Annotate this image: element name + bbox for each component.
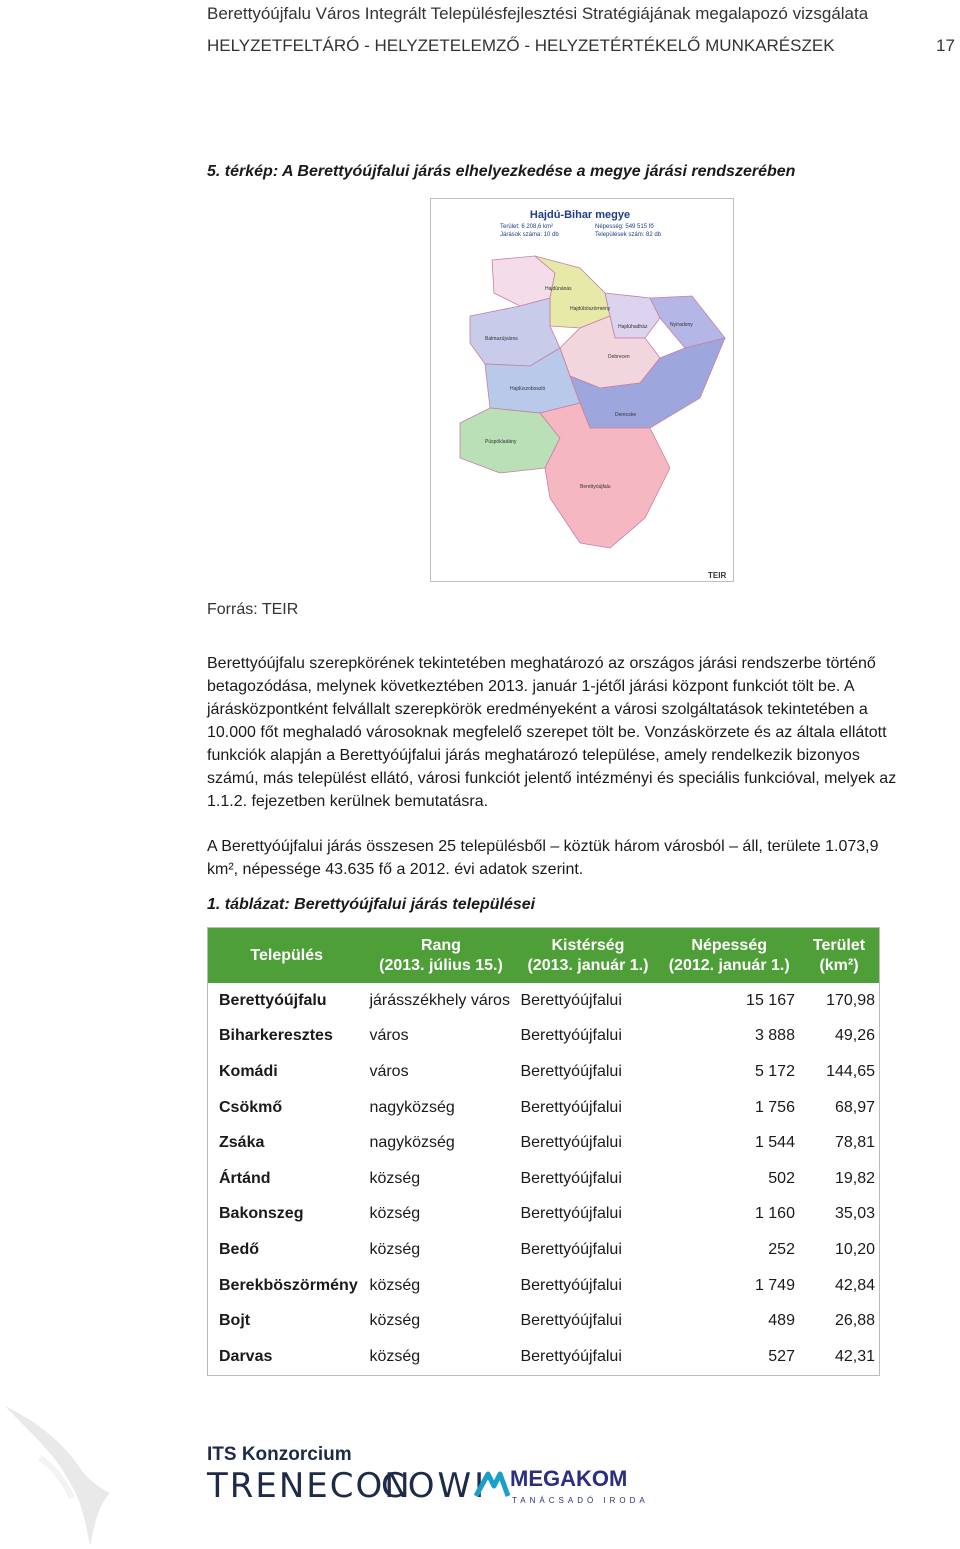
svg-text:Debrecen: Debrecen (608, 354, 630, 360)
cell-subregion: Berettyóújfalui (520, 1276, 622, 1294)
cell-area: 144,65 (826, 1062, 875, 1080)
svg-text:Püspökladány: Püspökladány (485, 439, 517, 445)
map-stat-area: Terület: 6 208,6 km² (500, 224, 554, 230)
paragraph-line: betagozódása, melynek következtében 2013. január 1-jétől járási központ funkciót tölt be. A (207, 678, 855, 695)
paragraph-district-summary (207, 835, 955, 881)
cell-subregion: Berettyóújfalui (520, 1027, 622, 1045)
cell-rank: nagyközség (369, 1098, 455, 1116)
cell-settlement: Berettyóújfalu (219, 991, 327, 1009)
cell-settlement: Biharkeresztes (219, 1027, 333, 1045)
table-row (208, 1090, 880, 1126)
cell-rank: járásszékhely város (369, 991, 510, 1009)
cell-population: 502 (768, 1169, 795, 1187)
cell-settlement: Berekböszörmény (219, 1276, 358, 1294)
cell-rank: község (369, 1276, 421, 1294)
cell-settlement: Bojt (219, 1312, 251, 1330)
cell-population: 5 172 (754, 1062, 795, 1080)
district-map (430, 198, 734, 582)
paragraph-line: km², népessége 43.635 fő a 2012. évi adatok szerint. (207, 861, 584, 878)
cell-population: 527 (768, 1347, 795, 1365)
table-row (208, 983, 880, 1019)
megakom-logo-icon (472, 1466, 512, 1502)
cell-rank: község (369, 1347, 421, 1365)
table-row (208, 1303, 880, 1339)
table-row (208, 1339, 880, 1375)
cell-subregion: Berettyóújfalui (520, 1347, 622, 1365)
cell-population: 3 888 (754, 1027, 795, 1045)
cell-settlement: Bakonszeg (219, 1205, 304, 1223)
cell-rank: község (369, 1205, 421, 1223)
svg-text:Hajdúböszörmény: Hajdúböszörmény (570, 306, 611, 312)
paragraph-line: 1.1.2. fejezetben kerülnek bemutatásra. (207, 793, 489, 810)
svg-text:Hajdúnánás: Hajdúnánás (545, 286, 572, 292)
cell-settlement: Ártánd (219, 1169, 271, 1187)
table-row (208, 1232, 880, 1268)
cell-area: 42,84 (834, 1276, 875, 1294)
cell-rank: város (369, 1027, 409, 1045)
cell-area: 78,81 (834, 1134, 875, 1152)
cell-area: 68,97 (834, 1098, 875, 1116)
header-population: Népesség (2012. január 1.) (659, 928, 799, 984)
document-header-subtitle: HELYZETFELTÁRÓ - HELYZETELEMZŐ - HELYZETÉRTÉKELŐ MUNKARÉSZEK (207, 36, 835, 55)
megakom-subtitle: TANÁCSADÓ IRODA (512, 1496, 649, 1505)
table-row (208, 1019, 880, 1055)
paragraph-line: Berettyóújfalu szerepkörének tekintetében meghatározó az országos járási rendszerbe történő (207, 655, 876, 672)
cell-area: 10,20 (834, 1240, 875, 1258)
cell-subregion: Berettyóújfalui (520, 1312, 622, 1330)
svg-text:TEIR: TEIR (708, 571, 727, 580)
paragraph-line: járásközpontként felvállalt szerepkörök eredményeként a városi szolgáltatások tekintetében a (207, 701, 868, 718)
svg-text:Balmazújváros: Balmazújváros (485, 336, 518, 342)
cell-population: 1 160 (754, 1205, 795, 1223)
cell-subregion: Berettyóújfalui (520, 1205, 622, 1223)
trenecon-logo: TRENECON (207, 1466, 412, 1506)
map-stat-settlements: Települések szám: 82 db (595, 232, 662, 238)
cell-settlement: Csökmő (219, 1098, 283, 1116)
table-row (208, 1125, 880, 1161)
page-number: 17 (936, 36, 955, 55)
paragraph-line: funkciók alapján a Berettyóújfalui járás meghatározó települése, amely rendelkezik bizonyos (207, 747, 860, 764)
cell-subregion: Berettyóújfalui (520, 1098, 622, 1116)
map-stat-districts: Járások száma: 10 db (500, 232, 559, 238)
consortium-name: ITS Konzorcium (207, 1444, 352, 1465)
cell-settlement: Komádi (219, 1062, 278, 1080)
cell-subregion: Berettyóújfalui (520, 991, 622, 1009)
cell-settlement: Darvas (219, 1347, 273, 1365)
bird-watermark-icon (0, 1398, 130, 1548)
cell-rank: község (369, 1169, 421, 1187)
svg-text:Hajdúhadház: Hajdúhadház (618, 324, 648, 330)
settlements-table (207, 927, 880, 1376)
cell-subregion: Berettyóújfalui (520, 1240, 622, 1258)
cell-rank: város (369, 1062, 409, 1080)
cell-population: 1 756 (754, 1098, 795, 1116)
cell-rank: község (369, 1240, 421, 1258)
map-source: Forrás: TEIR (207, 601, 299, 618)
paragraph-line: A Berettyóújfalui járás összesen 25 településből – köztük három városból – áll, területe 1.073,9 (207, 838, 879, 855)
cell-population: 15 167 (746, 991, 795, 1009)
cell-subregion: Berettyóújfalui (520, 1169, 622, 1187)
paragraph-line: számú, más települést ellátó, városi funkciót jelentő intézményi és speciális funkcióval, melyek az (207, 770, 897, 787)
header-rank: Rang (2013. július 15.) (365, 928, 516, 984)
map-stat-population: Népesség: 549 515 fő (595, 224, 654, 230)
cell-area: 19,82 (834, 1169, 875, 1187)
table-row (208, 1161, 880, 1197)
svg-text:Berettyóújfalu: Berettyóújfalu (580, 484, 611, 490)
table-row (208, 1268, 880, 1304)
cell-area: 170,98 (826, 991, 875, 1009)
map-title: Hajdú-Bihar megye (529, 209, 631, 221)
cell-population: 1 544 (754, 1134, 795, 1152)
cell-area: 49,26 (834, 1027, 875, 1045)
cell-population: 1 749 (754, 1276, 795, 1294)
paragraph-line: 10.000 főt meghaladó városoknak megfelelő szerepet tölt be. Vonzáskörzete és az általa ellátott (207, 724, 887, 741)
header-settlement: Település (208, 928, 366, 984)
cell-settlement: Bedő (219, 1240, 259, 1258)
cell-area: 42,31 (834, 1347, 875, 1365)
table-caption: 1. táblázat: Berettyóújfalui járás települései (207, 896, 536, 913)
cell-rank: község (369, 1312, 421, 1330)
cell-area: 35,03 (834, 1205, 875, 1223)
cell-subregion: Berettyóújfalui (520, 1134, 622, 1152)
cell-rank: nagyközség (369, 1134, 455, 1152)
header-area: Terület (km²) (799, 928, 880, 984)
cell-population: 489 (768, 1312, 795, 1330)
cell-subregion: Berettyóújfalui (520, 1062, 622, 1080)
svg-text:Nyíradony: Nyíradony (670, 322, 693, 328)
table-header-row (208, 928, 880, 984)
document-header-title: Berettyóújfalu Város Integrált Településfejlesztési Stratégiájának megalapozó vizsgálata (207, 4, 869, 23)
table-row (208, 1197, 880, 1233)
table-row (208, 1054, 880, 1090)
header-subregion: Kistérség (2013. január 1.) (516, 928, 659, 984)
cowi-logo: COWI (381, 1466, 488, 1506)
map-caption: 5. térkép: A Berettyóújfalui járás elhelyezkedése a megye járási rendszerében (207, 163, 796, 180)
cell-area: 26,88 (834, 1312, 875, 1330)
paragraph-district-role (207, 652, 955, 813)
svg-text:Derecske: Derecske (615, 412, 637, 418)
cell-population: 252 (768, 1240, 795, 1258)
cell-settlement: Zsáka (219, 1134, 265, 1152)
svg-text:Hajdúszoboszló: Hajdúszoboszló (510, 386, 546, 392)
megakom-logo: MEGAKOM (510, 1466, 628, 1491)
